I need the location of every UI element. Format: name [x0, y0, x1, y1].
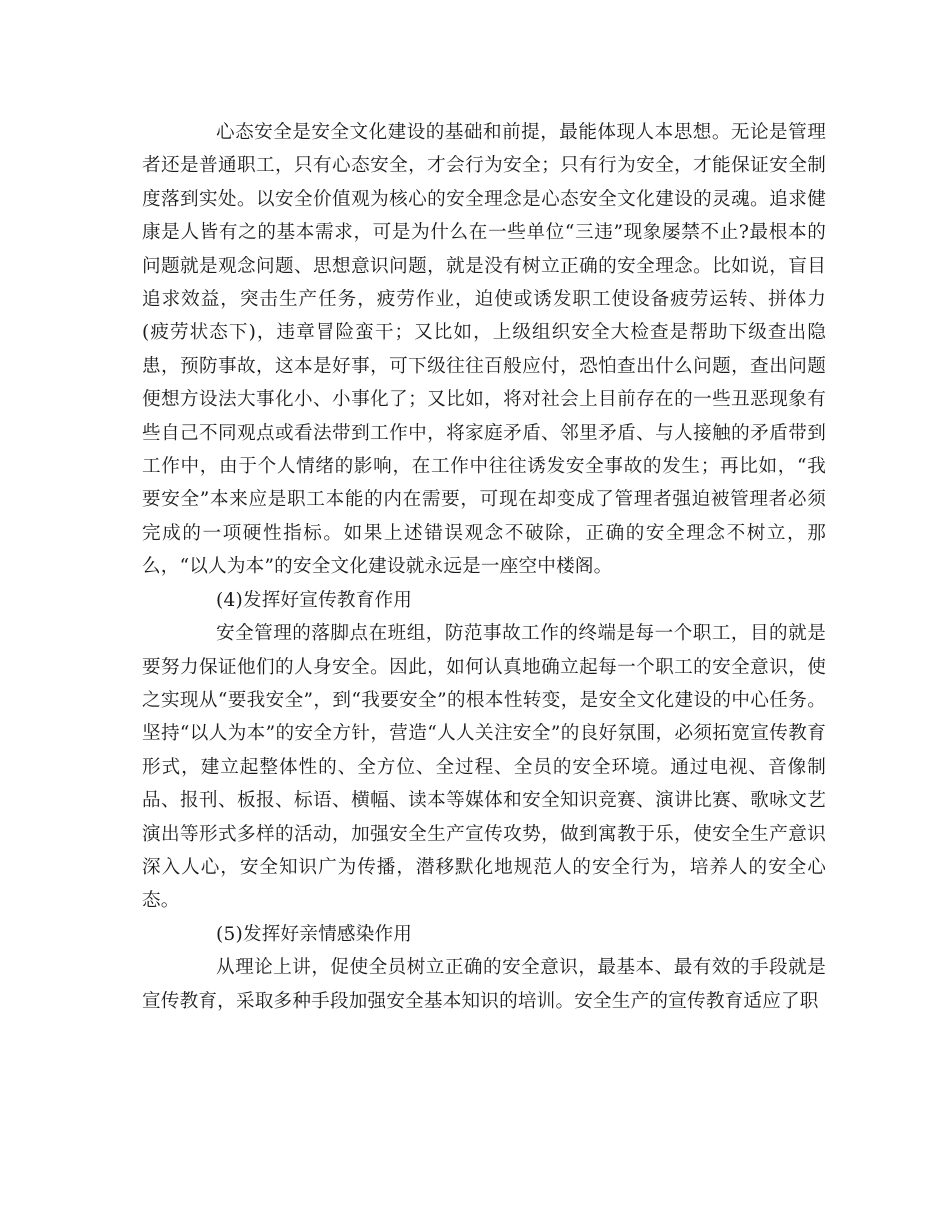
section-heading-5: (5)发挥好亲情感染作用 — [216, 923, 413, 945]
body-paragraph-mindset-safety: 心态安全是安全文化建设的基础和前提，最能体现人本思想。无论是管理者还是普通职工，只有心态安全，才会行为安全；只有行为安全，才能保证安全制度落到实处。以安全价值观为核心的安全理念是心态安全文化建设的灵魂。追求健康是人皆有之的基本需求，可是为什么在一些单位“三违”现象屡禁不止?最根本的问题就是观念问题、思想意识问题，就是没有树立正确的安全理念。比如说，盲目追求效益，突击生产任务，疲劳作业，迫使或诱发职工使设备疲劳运转、拼体力(疲劳状态下)，违章冒险蛮干；又比如，上级组织安全大检查是帮助下级查出隐患，预防事故，这本是好事，可下级往往百般应付，恐怕查出什么问题，查出问题便想方设法大事化小、小事化了；又比如，将对社会上目前存在的一些丑恶现象有些自己不同观点或看法带到工作中，将家庭矛盾、邻里矛盾、与人接触的矛盾带到工作中，由于个人情绪的影响，在工作中往往诱发安全事故的发生；再比如，“我要安全”本来应是职工本能的内在需要，可现在却变成了管理者强迫被管理者必须完成的一项硬性指标。如果上述错误观念不破除，正确的安全理念不树立，那么，“以人为本”的安全文化建设就永远是一座空中楼阁。 — [142, 122, 826, 578]
section-heading-4: (4)发挥好宣传教育作用 — [216, 589, 413, 611]
body-paragraph-theory: 从理论上讲，促使全员树立正确的安全意识，最基本、最有效的手段就是宣传教育，采取多种手段加强安全基本知识的培训。安全生产的宣传教育适应了职 — [142, 957, 826, 1012]
document-page — [142, 116, 826, 1018]
body-paragraph-publicity-education: 安全管理的落脚点在班组，防范事故工作的终端是每一个职工，目的就是要努力保证他们的人身安全。因此，如何认真地确立起每一个职工的安全意识，使之实现从“要我安全”，到“我要安全”的根本性转变，是安全文化建设的中心任务。坚持“以人为本”的安全方针，营造“人人关注安全”的良好氛围，必须拓宽宣传教育形式，建立起整体性的、全方位、全过程、全员的安全环境。通过电视、音像制品、报刊、板报、标语、横幅、读本等媒体和安全知识竞赛、演讲比赛、歌咏文艺演出等形式多样的活动，加强安全生产宣传攻势，做到寓教于乐，使安全生产意识深入人心，安全知识广为传播，潜移默化地规范人的安全行为，培养人的安全心态。 — [142, 623, 826, 912]
